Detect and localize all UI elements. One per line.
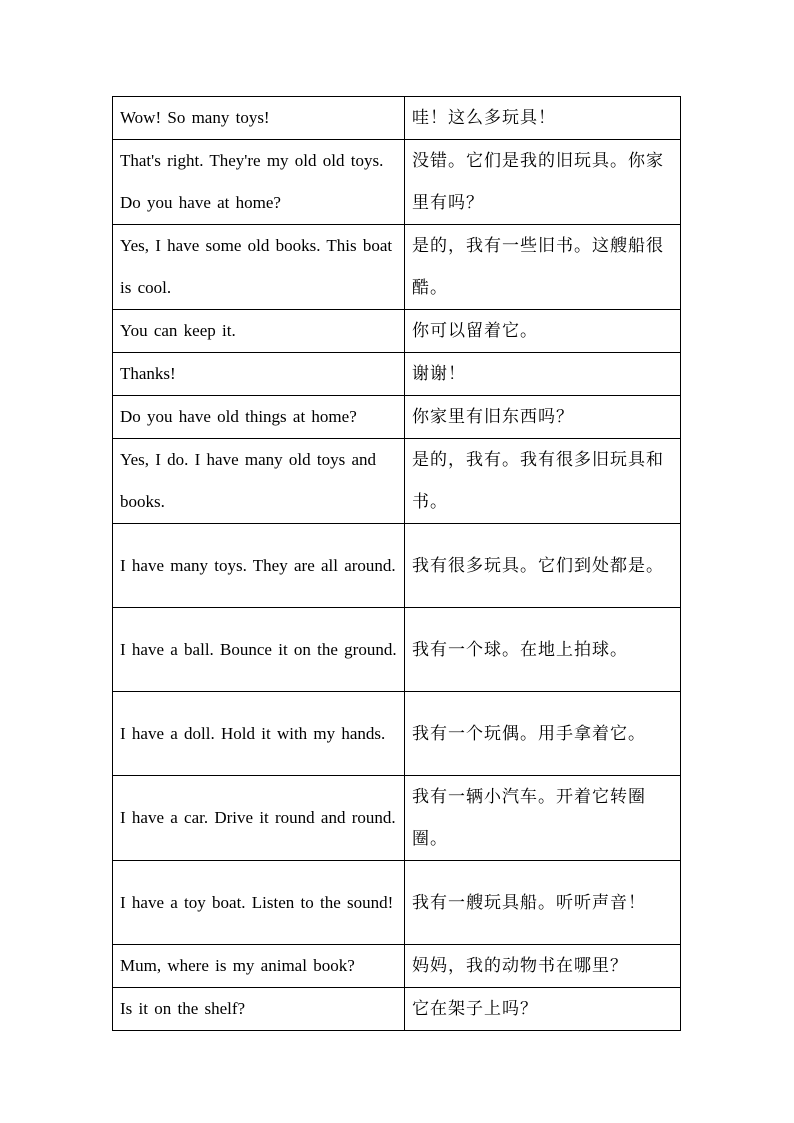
chinese-cell: 我有一个玩偶。用手拿着它。 bbox=[405, 692, 681, 776]
english-cell: I have a ball. Bounce it on the ground. bbox=[113, 608, 405, 692]
table-row bbox=[113, 225, 681, 310]
chinese-cell: 是的，我有一些旧书。这艘船很酷。 bbox=[405, 225, 681, 310]
table-row bbox=[113, 524, 681, 608]
english-cell: Thanks! bbox=[113, 353, 405, 396]
table-row bbox=[113, 776, 681, 861]
english-cell: Do you have old things at home? bbox=[113, 396, 405, 439]
english-cell: Yes, I do. I have many old toys and books. bbox=[113, 439, 405, 524]
english-cell: Mum, where is my animal book? bbox=[113, 945, 405, 988]
dialogue-table bbox=[112, 96, 681, 1031]
chinese-cell: 没错。它们是我的旧玩具。你家里有吗？ bbox=[405, 140, 681, 225]
chinese-cell: 哇！这么多玩具！ bbox=[405, 97, 681, 140]
chinese-cell: 你可以留着它。 bbox=[405, 310, 681, 353]
english-cell: I have a doll. Hold it with my hands. bbox=[113, 692, 405, 776]
chinese-cell: 谢谢！ bbox=[405, 353, 681, 396]
table-row bbox=[113, 692, 681, 776]
chinese-cell: 我有很多玩具。它们到处都是。 bbox=[405, 524, 681, 608]
chinese-cell: 是的，我有。我有很多旧玩具和书。 bbox=[405, 439, 681, 524]
table-row bbox=[113, 861, 681, 945]
table-row bbox=[113, 988, 681, 1031]
table-row bbox=[113, 608, 681, 692]
table-row bbox=[113, 945, 681, 988]
table-row bbox=[113, 97, 681, 140]
chinese-cell: 妈妈，我的动物书在哪里？ bbox=[405, 945, 681, 988]
english-cell: Is it on the shelf? bbox=[113, 988, 405, 1031]
english-cell: Yes, I have some old books. This boat is cool. bbox=[113, 225, 405, 310]
table-row bbox=[113, 140, 681, 225]
english-cell: You can keep it. bbox=[113, 310, 405, 353]
english-cell: That's right. They're my old old toys. Do you have at home? bbox=[113, 140, 405, 225]
table-row bbox=[113, 353, 681, 396]
table-row bbox=[113, 439, 681, 524]
table-row bbox=[113, 396, 681, 439]
chinese-cell: 我有一辆小汽车。开着它转圈圈。 bbox=[405, 776, 681, 861]
english-cell: Wow! So many toys! bbox=[113, 97, 405, 140]
english-cell: I have many toys. They are all around. bbox=[113, 524, 405, 608]
chinese-cell: 我有一艘玩具船。听听声音！ bbox=[405, 861, 681, 945]
chinese-cell: 你家里有旧东西吗？ bbox=[405, 396, 681, 439]
english-cell: I have a car. Drive it round and round. bbox=[113, 776, 405, 861]
table-row bbox=[113, 310, 681, 353]
chinese-cell: 我有一个球。在地上拍球。 bbox=[405, 608, 681, 692]
english-cell: I have a toy boat. Listen to the sound! bbox=[113, 861, 405, 945]
chinese-cell: 它在架子上吗？ bbox=[405, 988, 681, 1031]
